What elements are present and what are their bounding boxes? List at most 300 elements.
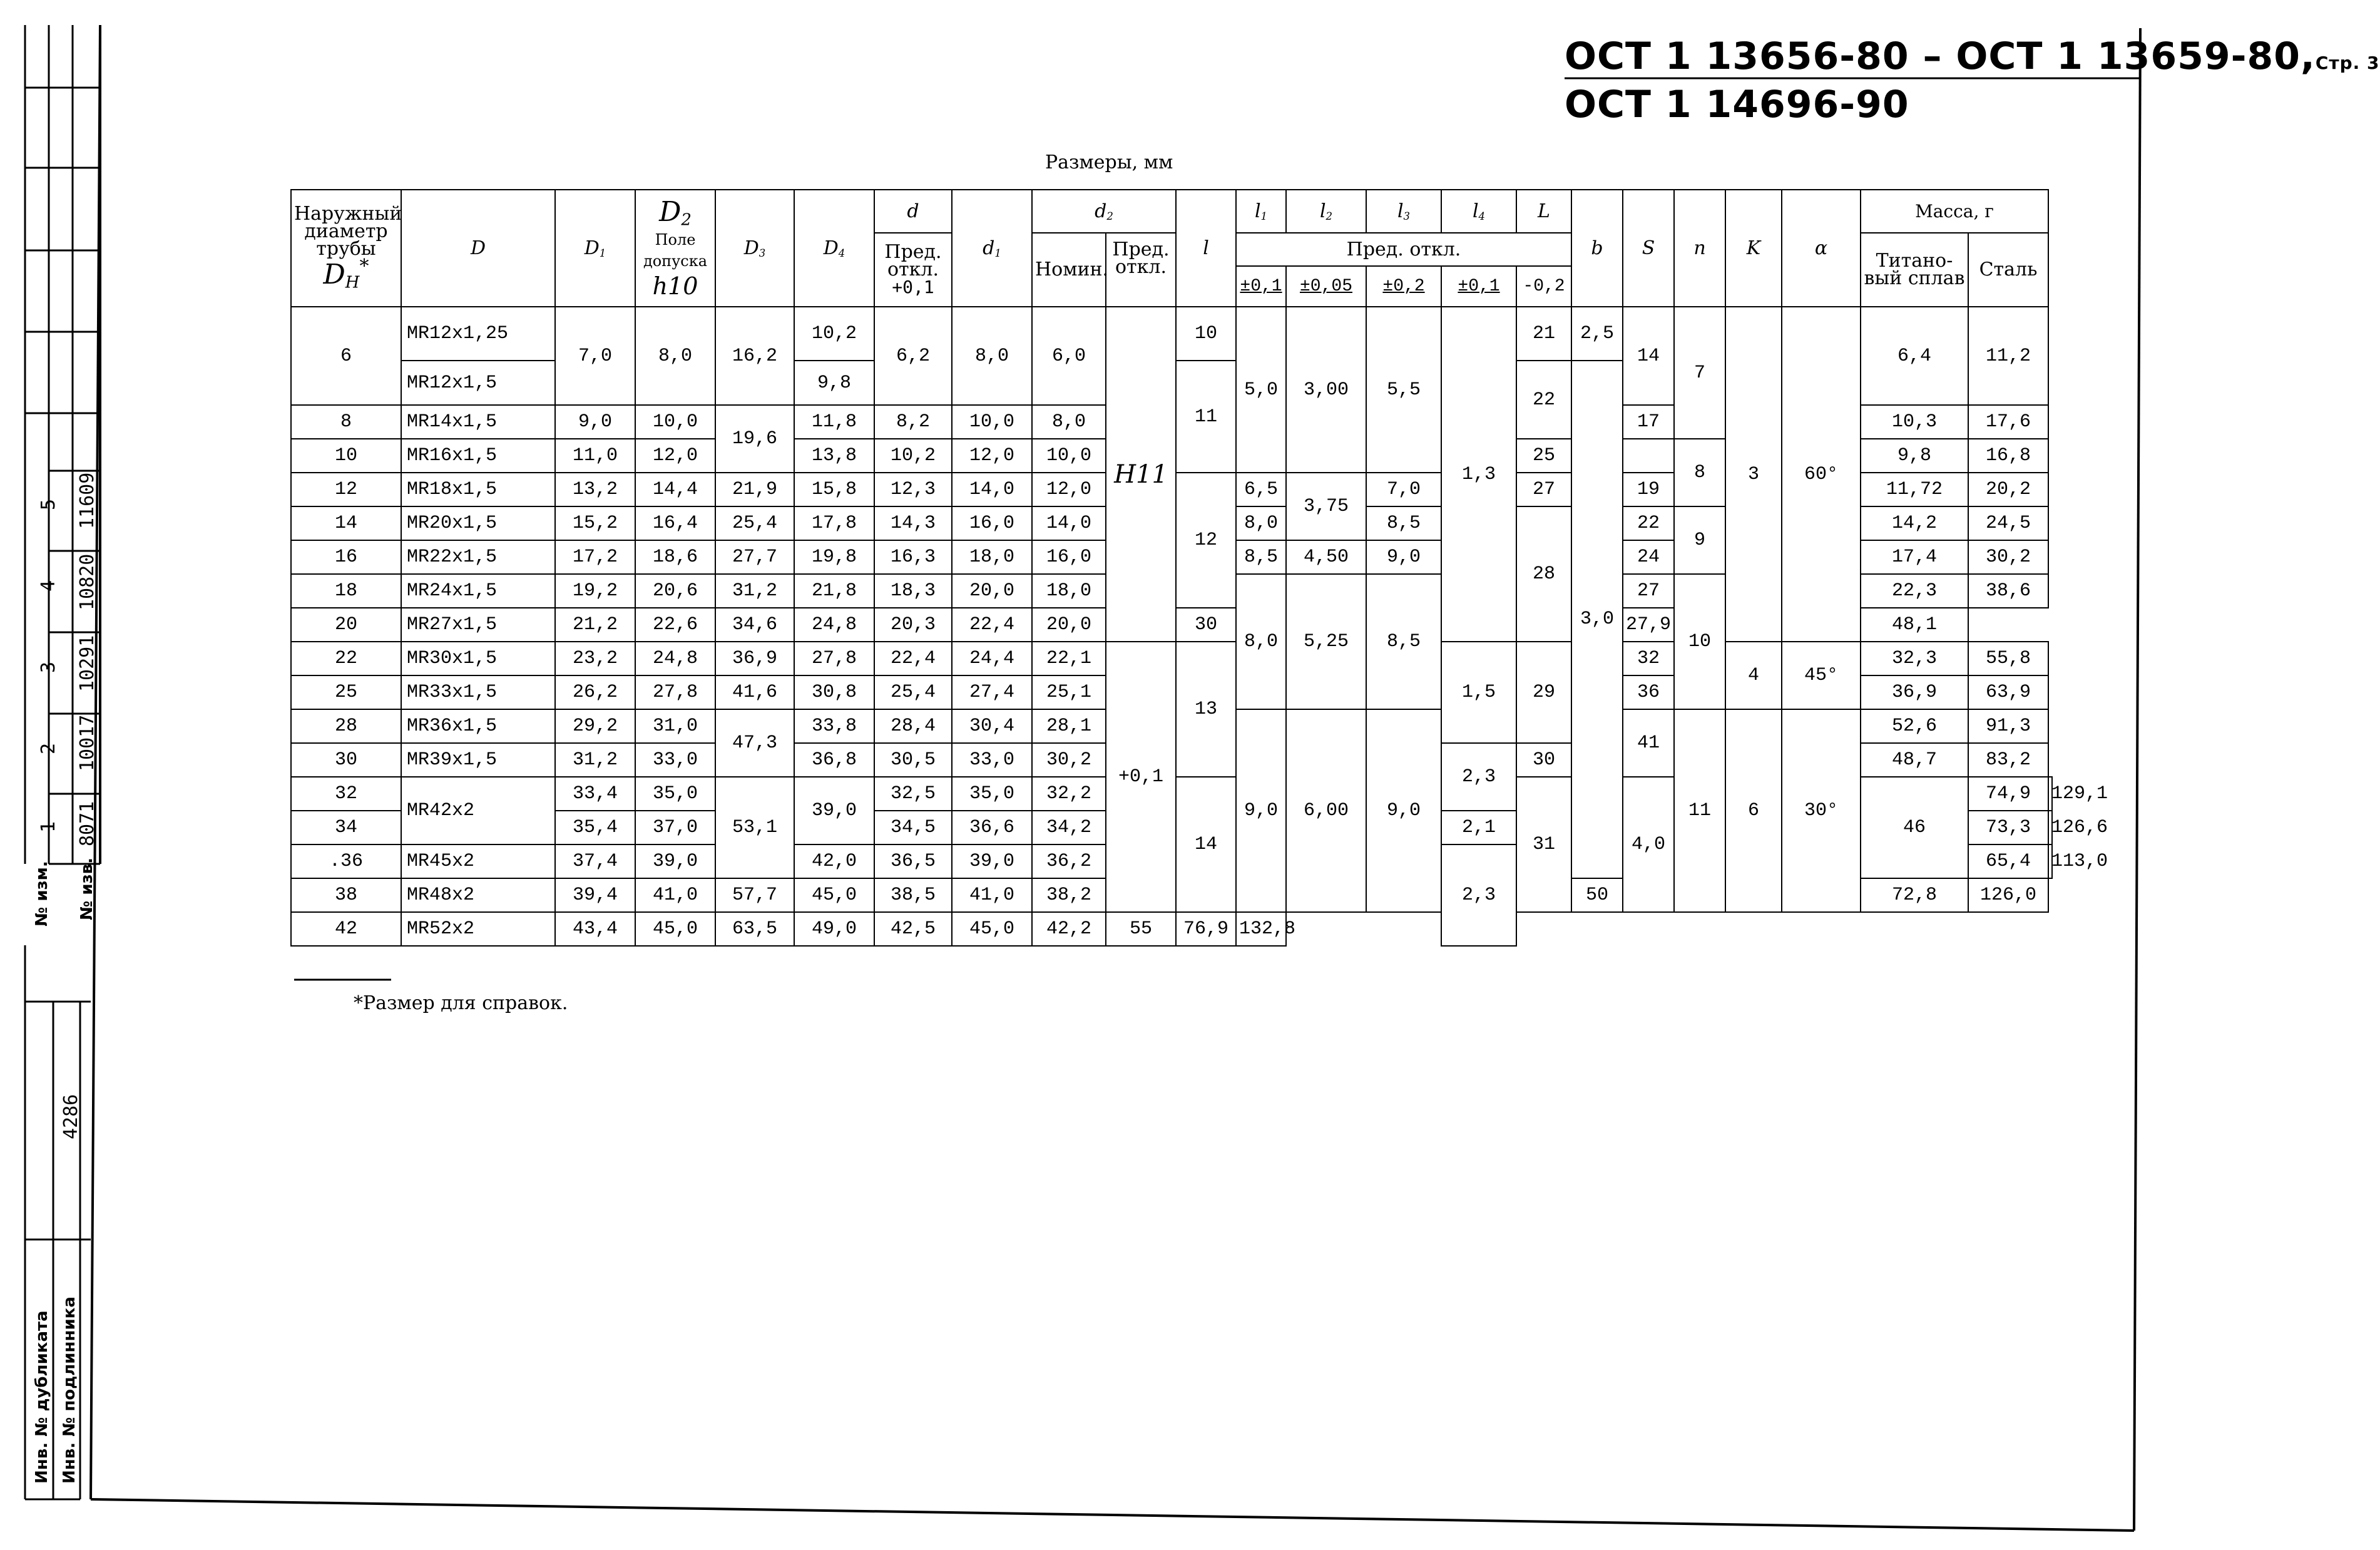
table-cell: 9	[1674, 506, 1725, 574]
table-cell: 16	[291, 540, 401, 574]
table-cell: 13	[1176, 642, 1236, 777]
table-cell: 34,2	[1032, 811, 1106, 844]
table-cell: 126,6	[2048, 811, 2052, 844]
table-cell: 2,1	[1441, 811, 1516, 844]
table-cell: 41,0	[952, 878, 1032, 912]
table-cell: 36,9	[1861, 675, 1968, 709]
table-cell: 12,0	[952, 439, 1032, 473]
table-cell: 16,0	[1032, 540, 1106, 574]
standard-header-line1: ОСТ 1 13656-80 – ОСТ 1 13659-80,Стр. 3	[1565, 34, 2380, 78]
footnote: *Размер для справок.	[354, 992, 568, 1014]
table-cell: 14,2	[1861, 506, 1968, 540]
header-D1: $D_1$	[555, 190, 635, 307]
change-label: № изм.	[33, 861, 51, 926]
table-cell: 16,2	[715, 307, 794, 405]
table-cell: 5,25	[1286, 574, 1366, 709]
table-cell: 29,2	[555, 709, 635, 743]
table-cell: 24,4	[952, 642, 1032, 675]
table-cell: MR12x1,25	[401, 307, 555, 361]
header-D3: $D_3$	[715, 190, 794, 307]
table-cell: 8,5	[1366, 506, 1441, 540]
table-cell: 35,0	[952, 777, 1032, 811]
header-l2: $l_2$	[1286, 190, 1366, 233]
table-cell: 27	[1623, 574, 1674, 608]
table-cell: 30,2	[1968, 540, 2048, 574]
header-d2: $d_2$	[1032, 190, 1176, 233]
table-cell: 28,4	[874, 709, 952, 743]
table-cell: 8,2	[874, 405, 952, 439]
table-cell: 38,2	[1032, 878, 1106, 912]
table-cell: 28,1	[1032, 709, 1106, 743]
table-cell: 20,0	[1032, 608, 1106, 642]
table-cell: 63,5	[715, 912, 794, 946]
table-cell: 31,0	[635, 709, 715, 743]
table-cell: 8,5	[1366, 574, 1441, 709]
table-cell: 3,75	[1286, 473, 1366, 540]
table-cell: 3	[1725, 307, 1782, 642]
table-cell: 2,3	[1441, 844, 1516, 946]
table-cell: 9,8	[794, 361, 874, 405]
header-mass: Масса, г	[1861, 190, 2048, 233]
table-cell: 22	[291, 642, 401, 675]
table-cell: 13,2	[555, 473, 635, 506]
table-cell: 32	[291, 777, 401, 811]
standard-header-line2: ОСТ 1 14696-90	[1565, 83, 1909, 126]
table-cell: 33,4	[555, 777, 635, 811]
header-d2-nom: Номин.	[1032, 233, 1106, 307]
original-inventory-label: Инв. № подлинника	[60, 1296, 79, 1484]
table-cell: 30,4	[952, 709, 1032, 743]
table-cell: 30	[1516, 743, 1571, 777]
table-cell: 30,8	[794, 675, 874, 709]
table-cell: 45°	[1782, 642, 1861, 709]
d2-tol-plus: +0,1	[1106, 642, 1176, 912]
table-cell: 37,0	[635, 811, 715, 844]
table-cell: 7	[1674, 307, 1725, 439]
table-cell: 23,2	[555, 642, 635, 675]
notice-no-3: 10291	[76, 635, 98, 692]
table-cell: 43,4	[555, 912, 635, 946]
table-cell: 33,0	[952, 743, 1032, 777]
header-row-1	[291, 190, 2052, 233]
table-cell: 21	[1516, 307, 1571, 361]
table-cell: 42	[291, 912, 401, 946]
table-cell: 6,5	[1236, 473, 1286, 506]
table-cell: 8,5	[1236, 540, 1286, 574]
table-cell: 30°	[1782, 709, 1861, 912]
table-cell: 27,4	[952, 675, 1032, 709]
header-alpha: α	[1782, 190, 1861, 307]
header-l4-tol: ±0,1	[1441, 266, 1516, 307]
table-cell: 46	[1861, 777, 1968, 878]
table-cell: 30,5	[874, 743, 952, 777]
table-cell: 18,6	[635, 540, 715, 574]
header-d2-tol: Пред. откл.	[1106, 233, 1176, 307]
table-cell: 60°	[1782, 307, 1861, 642]
table-cell: 4,50	[1286, 540, 1366, 574]
table-cell: 14	[291, 506, 401, 540]
table-cell: 25,4	[874, 675, 952, 709]
table-cell: 7,0	[555, 307, 635, 405]
table-cell: 45,0	[635, 912, 715, 946]
table-cell: 12,0	[635, 439, 715, 473]
table-cell: 20,6	[635, 574, 715, 608]
table-cell: 27,9	[1623, 608, 1674, 642]
table-cell	[1623, 439, 1674, 473]
table-cell: 48,7	[1861, 743, 1968, 777]
table-cell: 41,0	[635, 878, 715, 912]
header-D4: $D_4$	[794, 190, 874, 307]
table-cell: 16,4	[635, 506, 715, 540]
table-cell: 3,0	[1571, 361, 1623, 878]
table-cell: 42,2	[1032, 912, 1106, 946]
table-cell: 22,4	[874, 642, 952, 675]
table-cell: 17,4	[1861, 540, 1968, 574]
table-cell: 5,5	[1366, 307, 1441, 473]
page-number: Стр. 3	[2315, 53, 2380, 73]
change-no-2: 2	[38, 742, 59, 754]
header-dn: Наружный диаметр трубы DH*	[291, 190, 401, 307]
table-cell: 16,3	[874, 540, 952, 574]
table-cell: 42,0	[794, 844, 874, 878]
table-cell: MR14x1,5	[401, 405, 555, 439]
table-cell: 19,8	[794, 540, 874, 574]
table-cell: 32,2	[1032, 777, 1106, 811]
table-cell: 14,3	[874, 506, 952, 540]
table-cell: 19,2	[555, 574, 635, 608]
header-D: D	[401, 190, 555, 307]
table-cell: 27,7	[715, 540, 794, 574]
table-cell: 35,0	[635, 777, 715, 811]
table-cell: 34	[291, 811, 401, 844]
table-cell: 2,5	[1571, 307, 1623, 361]
notice-no-4: 10820	[76, 553, 98, 610]
table-cell: 32,3	[1861, 642, 1968, 675]
table-cell: 25	[291, 675, 401, 709]
dimensions-table	[290, 189, 2108, 947]
table-cell: 39,0	[952, 844, 1032, 878]
table-cell: 27,8	[794, 642, 874, 675]
table-cell: 38	[291, 878, 401, 912]
table-cell: 11	[1674, 709, 1725, 912]
table-cell: 9,0	[555, 405, 635, 439]
table-row	[291, 912, 2052, 946]
table-cell: 55,8	[1968, 642, 2048, 675]
table-cell: 24,8	[794, 608, 874, 642]
table-cell: MR33x1,5	[401, 675, 555, 709]
change-no-1: 1	[38, 821, 59, 833]
table-cell: 39,0	[794, 777, 874, 844]
table-cell: 18,3	[874, 574, 952, 608]
table-cell: 83,2	[1968, 743, 2048, 777]
header-L: L	[1516, 190, 1571, 233]
table-cell: 10,3	[1861, 405, 1968, 439]
table-cell: 38,5	[874, 878, 952, 912]
table-cell: 11,8	[794, 405, 874, 439]
table-cell: 24,5	[1968, 506, 2048, 540]
table-cell: 6,2	[874, 307, 952, 405]
table-cell: 36,2	[1032, 844, 1106, 878]
table-row	[291, 642, 2052, 675]
header-l1-tol: ±0,1	[1236, 266, 1286, 307]
table-cell: 22,3	[1861, 574, 1968, 608]
header-s: S	[1623, 190, 1674, 307]
table-cell: 10,2	[874, 439, 952, 473]
table-cell: 34,6	[715, 608, 794, 642]
notice-no-1: 8071	[76, 801, 98, 846]
table-cell: 65,4	[1968, 844, 2048, 878]
table-cell: 14	[1176, 777, 1236, 912]
table-cell: 20	[291, 608, 401, 642]
table-cell: 9,0	[1366, 709, 1441, 912]
table-cell: 17,6	[1968, 405, 2048, 439]
table-cell: 22,6	[635, 608, 715, 642]
table-cell: 39,0	[635, 844, 715, 878]
header-n: n	[1674, 190, 1725, 307]
table-cell: 25,4	[715, 506, 794, 540]
table-cell: 24	[1623, 540, 1674, 574]
table-cell: 16,8	[1968, 439, 2048, 473]
table-cell: 11	[1176, 361, 1236, 473]
header-l2-tol: ±0,05	[1286, 266, 1366, 307]
table-cell: 28	[1516, 506, 1571, 642]
dimensions-caption: Размеры, мм	[1045, 151, 1173, 173]
table-cell: 6	[291, 307, 401, 405]
table-cell: 21,9	[715, 473, 794, 506]
table-cell: 27,8	[635, 675, 715, 709]
table-cell: 1,5	[1441, 642, 1516, 743]
table-cell: 10	[291, 439, 401, 473]
table-cell: MR20x1,5	[401, 506, 555, 540]
table-cell: 18,0	[952, 540, 1032, 574]
table-cell: 11,0	[555, 439, 635, 473]
table-cell: 30	[1176, 608, 1236, 642]
table-cell: 35,4	[555, 811, 635, 844]
table-cell: 14,4	[635, 473, 715, 506]
header-d-tol: Пред. откл. +0,1	[874, 233, 952, 307]
table-cell: 50	[1571, 878, 1623, 912]
table-cell: 34,5	[874, 811, 952, 844]
table-cell: 8,0	[1236, 506, 1286, 540]
table-cell: 25	[1516, 439, 1571, 473]
table-cell: MR30x1,5	[401, 642, 555, 675]
table-cell: 76,9	[1176, 912, 1236, 946]
table-cell: 63,9	[1968, 675, 2048, 709]
table-cell: 20,0	[952, 574, 1032, 608]
table-cell: 12	[1176, 473, 1236, 608]
table-cell: 17	[1623, 405, 1674, 439]
header-mass-ti: Титано-вый сплав	[1861, 233, 1968, 307]
table-cell: 22	[1623, 506, 1674, 540]
notice-label: № изв.	[78, 858, 96, 920]
table-cell: 30,2	[1032, 743, 1106, 777]
table-cell: MR39x1,5	[401, 743, 555, 777]
change-no-5: 5	[38, 498, 59, 510]
table-cell: 45,0	[794, 878, 874, 912]
table-cell: 26,2	[555, 675, 635, 709]
table-cell: 12,0	[1032, 473, 1106, 506]
table-cell: 36,8	[794, 743, 874, 777]
table-cell: 30	[291, 743, 401, 777]
table-cell: 48,1	[1861, 608, 1968, 642]
table-cell: MR52x2	[401, 912, 555, 946]
table-cell: 41	[1623, 709, 1674, 777]
header-L-tol: -0,2	[1516, 266, 1571, 307]
table-cell: 28	[291, 709, 401, 743]
table-cell: 31,2	[715, 574, 794, 608]
table-cell: MR36x1,5	[401, 709, 555, 743]
table-cell: 8,0	[952, 307, 1032, 405]
table-cell: 15,2	[555, 506, 635, 540]
table-cell: 32,5	[874, 777, 952, 811]
table-cell: 19,6	[715, 405, 794, 473]
table-cell: 42,5	[874, 912, 952, 946]
change-no-3: 3	[38, 661, 59, 673]
table-cell: MR24x1,5	[401, 574, 555, 608]
table-cell: 7,0	[1366, 473, 1441, 506]
change-no-4: 4	[38, 580, 59, 592]
table-cell: 8,0	[1236, 574, 1286, 709]
table-cell: 11,2	[1968, 307, 2048, 405]
table-cell: 21,8	[794, 574, 874, 608]
table-cell: 14	[1623, 307, 1674, 405]
table-cell: 14,0	[952, 473, 1032, 506]
table-cell: MR48x2	[401, 878, 555, 912]
table-cell: 36	[1623, 675, 1674, 709]
d2-tol-h11: H11	[1106, 307, 1176, 642]
table-cell: 113,0	[2048, 844, 2052, 878]
table-cell: 6,00	[1286, 709, 1366, 912]
table-cell: 29	[1516, 642, 1571, 743]
table-cell: 55	[1106, 912, 1176, 946]
table-cell: 20,2	[1968, 473, 2048, 506]
table-cell: 5,0	[1236, 307, 1286, 473]
notice-no-5: 11609	[76, 472, 98, 529]
table-cell: 4	[1725, 642, 1782, 709]
table-cell: MR12x1,5	[401, 361, 555, 405]
table-cell: 8,0	[635, 307, 715, 405]
table-cell: 9,8	[1861, 439, 1968, 473]
table-cell: .36	[291, 844, 401, 878]
header-l3: $l_3$	[1366, 190, 1441, 233]
table-cell: 8,0	[1032, 405, 1106, 439]
table-cell: 21,2	[555, 608, 635, 642]
table-cell: 1,3	[1441, 307, 1516, 642]
table-cell: 38,6	[1968, 574, 2048, 608]
header-D2: D2 Поле допуска h10	[635, 190, 715, 307]
table-cell: MR45x2	[401, 844, 555, 878]
table-cell: 41,6	[715, 675, 794, 709]
table-cell: 8	[1674, 439, 1725, 506]
table-cell: MR22x1,5	[401, 540, 555, 574]
table-cell: 6,4	[1861, 307, 1968, 405]
table-cell: 20,3	[874, 608, 952, 642]
table-cell: 37,4	[555, 844, 635, 878]
header-b: b	[1571, 190, 1623, 307]
table-cell: 10	[1674, 574, 1725, 709]
table-cell: 16,0	[952, 506, 1032, 540]
table-cell: 18	[291, 574, 401, 608]
table-cell: 2,3	[1441, 743, 1516, 811]
table-cell: MR42x2	[401, 777, 555, 844]
table-cell: 6,0	[1032, 307, 1106, 405]
table-cell: 6	[1725, 709, 1782, 912]
table-cell: 39,4	[555, 878, 635, 912]
table-cell: 129,1	[2048, 777, 2052, 811]
table-cell: 12,3	[874, 473, 952, 506]
table-row	[291, 307, 2052, 361]
table-cell: 32	[1623, 642, 1674, 675]
table-cell: 10	[1176, 307, 1236, 361]
table-cell: 36,6	[952, 811, 1032, 844]
table-cell: 17,8	[794, 506, 874, 540]
table-cell: 132,8	[1236, 912, 1286, 946]
table-cell: MR27x1,5	[401, 608, 555, 642]
table-cell: 73,3	[1968, 811, 2048, 844]
table-cell: 22,4	[952, 608, 1032, 642]
table-cell: 31,2	[555, 743, 635, 777]
table-cell: 12	[291, 473, 401, 506]
table-cell: 72,8	[1861, 878, 1968, 912]
table-cell: 13,8	[794, 439, 874, 473]
table-cell: 9,0	[1366, 540, 1441, 574]
table-cell: 45,0	[952, 912, 1032, 946]
header-l4: $l_4$	[1441, 190, 1516, 233]
table-cell: 27	[1516, 473, 1571, 506]
table-cell: 4,0	[1623, 777, 1674, 912]
table-cell: 10,2	[794, 307, 874, 361]
header-d1: $d_1$	[952, 190, 1032, 307]
table-cell: 57,7	[715, 878, 794, 912]
table-cell: 15,8	[794, 473, 874, 506]
table-cell: MR18x1,5	[401, 473, 555, 506]
notice-no-2: 10017	[76, 714, 98, 771]
table-cell: 36,5	[874, 844, 952, 878]
header-l3-tol: ±0,2	[1366, 266, 1441, 307]
table-cell: 126,0	[1968, 878, 2048, 912]
stamp-number: 4286	[60, 1094, 82, 1139]
table-cell: 10,0	[1032, 439, 1106, 473]
header-l1: $l_1$	[1236, 190, 1286, 233]
table-cell: 14,0	[1032, 506, 1106, 540]
header-group-tol: Пред. откл.	[1236, 233, 1571, 266]
header-mass-st: Сталь	[1968, 233, 2048, 307]
table-cell: 33,0	[635, 743, 715, 777]
table-cell: 91,3	[1968, 709, 2048, 743]
table-cell: 10,0	[635, 405, 715, 439]
table-cell: MR16x1,5	[401, 439, 555, 473]
table-cell: 52,6	[1861, 709, 1968, 743]
duplicate-inventory-label: Инв. № дубликата	[33, 1310, 51, 1484]
header-l: l	[1176, 190, 1236, 307]
table-cell: 22	[1516, 361, 1571, 439]
table-cell: 31	[1516, 777, 1571, 912]
header-d: d	[874, 190, 952, 233]
table-cell: 22,1	[1032, 642, 1106, 675]
table-cell: 9,0	[1236, 709, 1286, 912]
table-cell: 17,2	[555, 540, 635, 574]
table-cell: 18,0	[1032, 574, 1106, 608]
table-cell: 33,8	[794, 709, 874, 743]
table-cell: 8	[291, 405, 401, 439]
table-cell: 74,9	[1968, 777, 2048, 811]
table-cell: 3,00	[1286, 307, 1366, 473]
table-cell: 10,0	[952, 405, 1032, 439]
table-cell: 47,3	[715, 709, 794, 777]
header-k: K	[1725, 190, 1782, 307]
table-cell: 49,0	[794, 912, 874, 946]
table-cell: 25,1	[1032, 675, 1106, 709]
